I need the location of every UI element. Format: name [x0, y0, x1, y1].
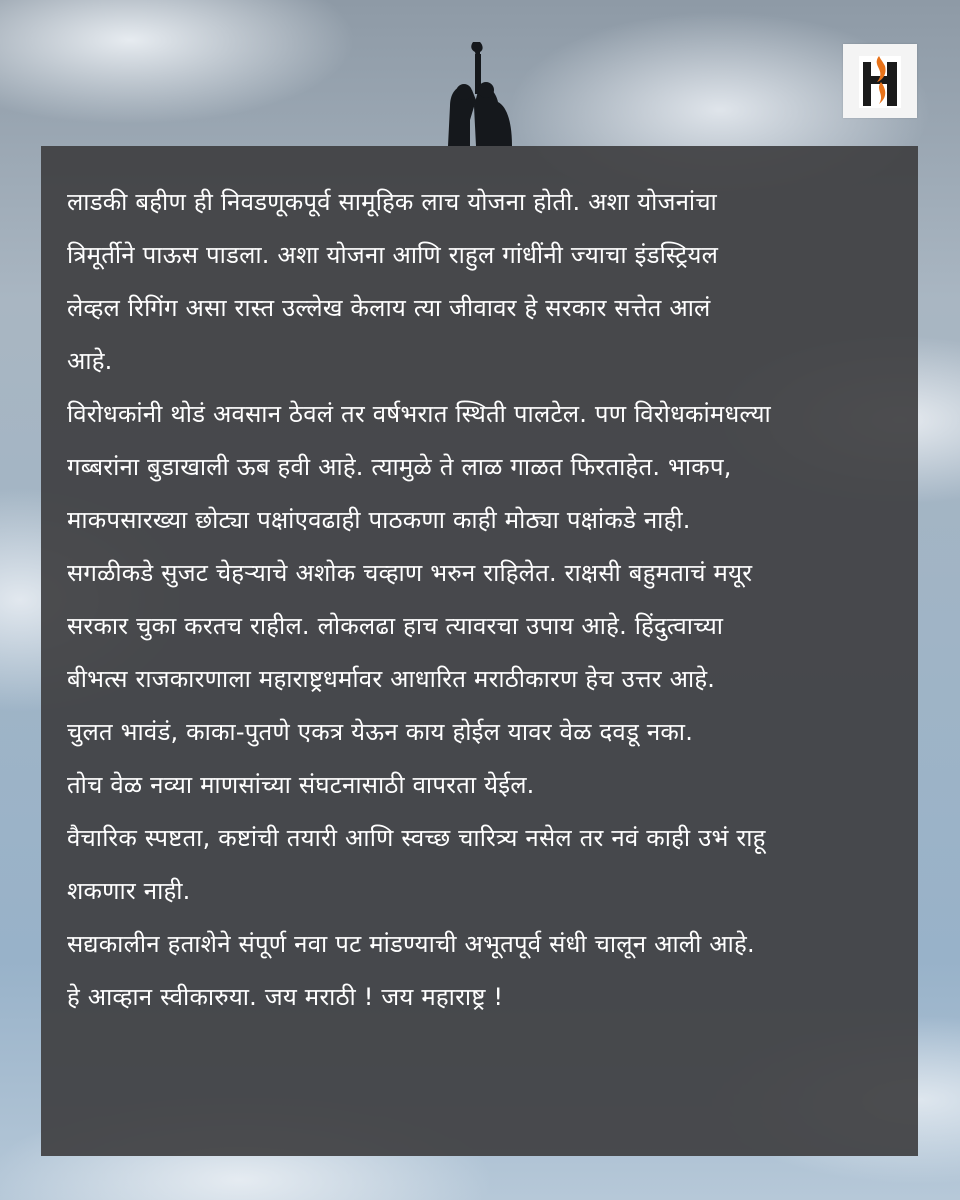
card-line: विरोधकांनी थोडं अवसान ठेवलं तर वर्षभरात स्थिती पालटेल. पण विरोधकांमधल्या — [67, 400, 771, 428]
card-line: बीभत्स राजकारणाला महाराष्ट्रधर्मावर आधारित मराठीकारण हेच उत्तर आहे. — [67, 665, 716, 693]
card-line: सद्यकालीन हताशेने संपूर्ण नवा पट मांडण्याची अभूतपूर्व संधी चालून आली आहे. — [67, 930, 755, 958]
card-line: तोच वेळ नव्या माणसांच्या संघटनासाठी वापरता येईल. — [67, 771, 535, 799]
card-line: शकणार नाही. — [67, 877, 191, 905]
card-line: लेव्हल रिगिंग असा रास्त उल्लेख केलाय त्या जीवावर हे सरकार सत्तेत आलं — [67, 294, 711, 322]
card-line: चुलत भावंडं, काका-पुतणे एकत्र येऊन काय होईल यावर वेळ दवडू नका. — [67, 718, 694, 746]
card-line: हे आव्हान स्वीकारुया. जय मराठी ! जय महाराष्ट्र ! — [67, 983, 504, 1011]
card-line: सरकार चुका करतच राहील. लोकलढा हाच त्यावरचा उपाय आहे. हिंदुत्वाच्या — [67, 612, 724, 640]
brand-logo — [843, 44, 917, 118]
card-line: त्रिमूर्तीने पाऊस पाडला. अशा योजना आणि राहुल गांधींनी ज्याचा इंडस्ट्रियल — [67, 241, 719, 269]
card-line: सगळीकडे सुजट चेहऱ्याचे अशोक चव्हाण भरुन राहिलेत. राक्षसी बहुमताचं मयूर — [67, 559, 753, 587]
stylized-flame-logo-icon — [857, 52, 903, 110]
card-line: लाडकी बहीण ही निवडणूकपूर्व सामूहिक लाच योजना होती. अशा योजनांचा — [67, 188, 717, 216]
card-line: गब्बरांना बुडाखाली ऊब हवी आहे. त्यामुळे ते लाळ गाळत फिरताहेत. भाकप, — [67, 453, 732, 481]
card-line: माकपसारख्या छोट्या पक्षांएवढाही पाठकणा काही मोठ्या पक्षांकडे नाही. — [67, 506, 691, 534]
card-line: वैचारिक स्पष्टता, कष्टांची तयारी आणि स्वच्छ चारित्र्य नसेल तर नवं काही उभं राहू — [67, 824, 766, 852]
torch-statue-silhouette-icon — [440, 40, 520, 150]
text-card — [41, 146, 918, 1156]
card-line: आहे. — [67, 347, 113, 375]
